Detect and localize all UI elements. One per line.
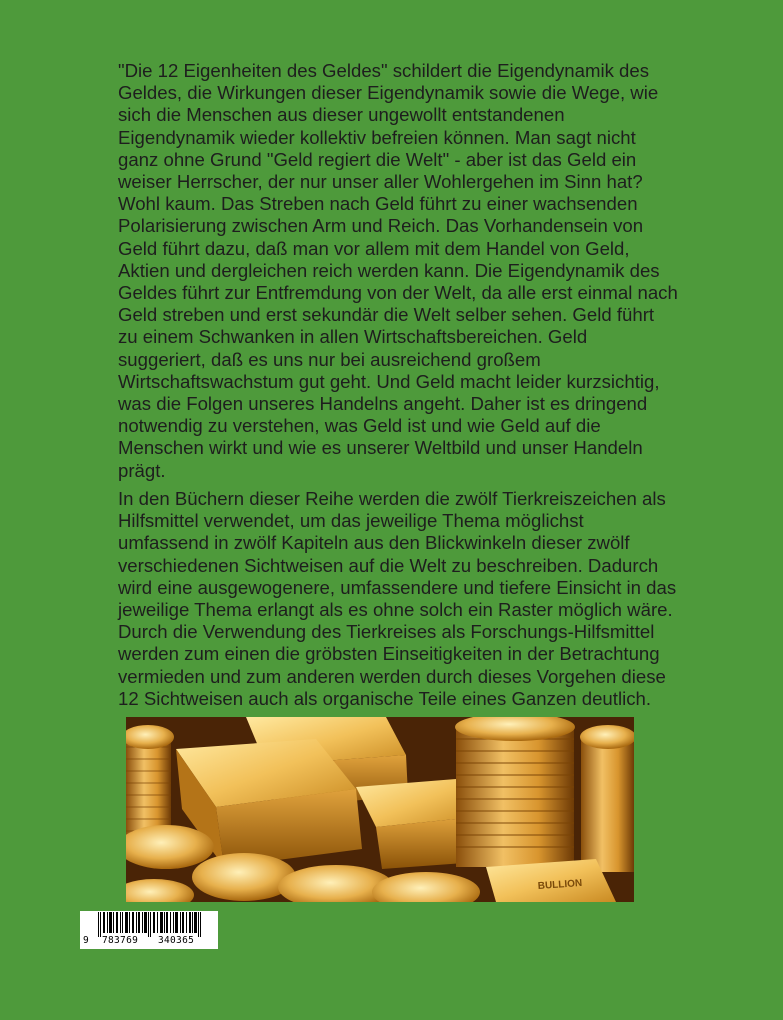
bar-stamp-text: BULLION <box>537 877 583 892</box>
description-paragraph-1: "Die 12 Eigenheiten des Geldes" schildert die Eigendynamik des Geldes, die Wirkungen dieser Eigendynamik sowie die Wege, wie sich die Menschen aus dieser ungewollt entstandenen Eigendynamik wieder kollektiv befreien können. Man sagt nicht ganz ohne Grund "Geld regiert die Welt" - aber ist das Geld ein weiser Herrscher, der nur unser aller Wohlergehen im Sinn hat? Wohl kaum. Das Streben nach Geld führt zu einer wachsenden Polarisierung zwischen Arm und Reich. Das Vorhandensein von Geld führt dazu, daß man vor allem mit dem Handel von Geld, Aktien und dergleichen reich werden kann. Die Eigendynamik des Geldes führt zur Entfremdung von der Welt, da alle erst einmal nach Geld streben und erst sekundär die Welt selber sehen. Geld führt zu einem Schwanken in allen Wirtschaftsbereichen. Geld suggeriert, daß es uns nur bei ausreichend großem Wirtschaftswachstum gut geht. Und Geld macht leider kurzsichtig, was die Folgen unseres Handelns angeht. Daher ist es dringend notwendig zu verstehen, was Geld ist und wie Geld auf die Menschen wirkt und wie es unserer Weltbild und unser Handeln prägt. <box>118 60 678 481</box>
isbn-left-group: 783769 <box>102 935 139 946</box>
barcode-bars <box>80 911 218 937</box>
isbn-first-digit: 9 <box>83 935 90 946</box>
isbn-barcode <box>80 911 218 949</box>
gold-bars-and-coins-photo <box>126 717 634 902</box>
isbn-right-group: 340365 <box>158 935 195 946</box>
description-paragraph-2: In den Büchern dieser Reihe werden die zwölf Tierkreiszeichen als Hilfsmittel verwendet, um das jeweilige Thema möglichst umfassend in zwölf Kapiteln aus den Blickwinkeln dieser zwölf verschiedenen Sichtweisen auf die Welt zu beschreiben. Dadurch wird eine ausgewogenere, umfassendere und tiefere Einsicht in das jeweilige Thema erlangt als es ohne solch ein Raster möglich wäre. Durch die Verwendung des Tierkreises als Forschungs-Hilfsmittel werden zum einen die gröbsten Einseitigkeiten in der Betrachtung vermieden und zum anderen werden durch dieses Vorgehen diese 12 Sichtweisen auch als organische Teile eines Ganzen deutlich. <box>118 488 677 709</box>
coin-stack-right <box>455 717 634 872</box>
gold-photo-illustration <box>126 717 634 902</box>
